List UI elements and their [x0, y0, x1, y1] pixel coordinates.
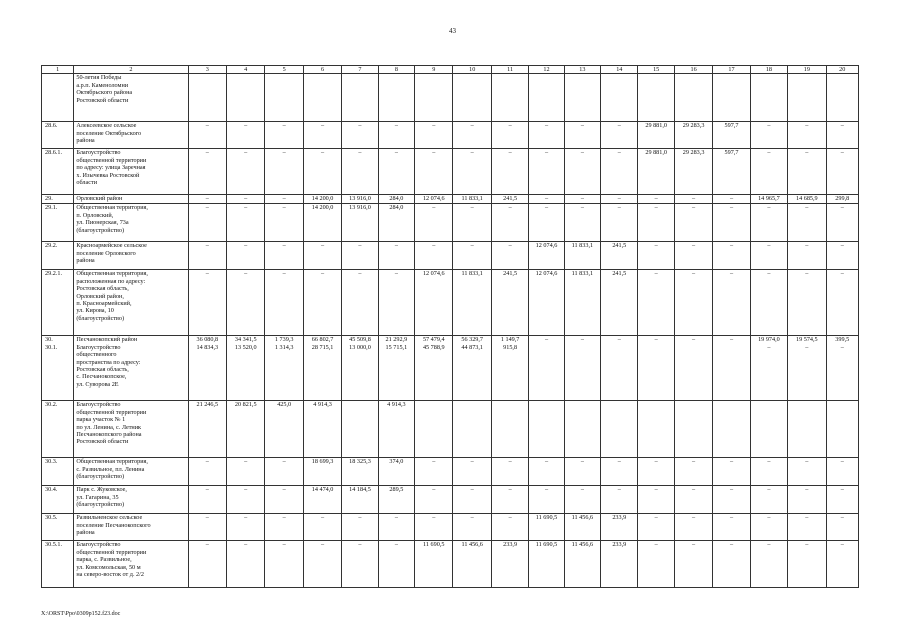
value-cell: –: [788, 541, 826, 588]
row-index-cell: 30.4.: [42, 486, 74, 514]
value-cell: –: [674, 514, 712, 541]
value-cell: –: [303, 541, 341, 588]
value-cell: 57 479,4 45 788,9: [415, 336, 453, 401]
value-cell: 11 833,1: [564, 270, 600, 336]
value-cell: [638, 401, 674, 458]
value-cell: –: [788, 122, 826, 149]
value-cell: [491, 74, 528, 122]
column-number-12: 12: [529, 66, 564, 74]
row-index-cell: 30. 30.1.: [42, 336, 74, 401]
value-cell: –: [265, 242, 303, 270]
value-cell: –: [638, 514, 674, 541]
value-cell: –: [453, 149, 491, 195]
value-cell: 4 914,3: [378, 401, 414, 458]
value-cell: 11 833,1: [453, 270, 491, 336]
value-cell: –: [491, 242, 528, 270]
value-cell: –: [227, 195, 265, 204]
value-cell: [342, 401, 378, 458]
value-cell: –: [826, 486, 858, 514]
value-cell: 29 881,0: [638, 122, 674, 149]
value-cell: –: [674, 458, 712, 486]
value-cell: –: [788, 149, 826, 195]
value-cell: –: [638, 270, 674, 336]
value-cell: [601, 401, 638, 458]
value-cell: –: [674, 541, 712, 588]
value-cell: –: [491, 149, 528, 195]
value-cell: 29 881,0: [638, 149, 674, 195]
column-number-3: 3: [188, 66, 226, 74]
column-number-19: 19: [788, 66, 826, 74]
value-cell: 29 283,3: [674, 149, 712, 195]
value-cell: –: [674, 486, 712, 514]
value-cell: 66 802,7 28 715,1: [303, 336, 341, 401]
value-cell: –: [453, 242, 491, 270]
value-cell: –: [378, 122, 414, 149]
row-name-cell: Орловский район: [74, 195, 188, 204]
value-cell: 399,5 –: [826, 336, 858, 401]
value-cell: –: [529, 204, 564, 242]
value-cell: –: [491, 122, 528, 149]
column-number-20: 20: [826, 66, 858, 74]
value-cell: –: [378, 242, 414, 270]
value-cell: –: [227, 149, 265, 195]
footer-file-path: X:\ORST\Ppo\0309p152.f23.doc: [41, 611, 121, 617]
column-number-18: 18: [750, 66, 787, 74]
value-cell: –: [750, 270, 787, 336]
column-number-11: 11: [491, 66, 528, 74]
row-name-cell: Общественная территория, с. Развильное, пл. Ленина (благоустройство): [74, 458, 188, 486]
value-cell: 299,8: [826, 195, 858, 204]
row-name-cell: Благоустройство общественной территории парка участок № 1 по ул. Ленина, с. Летник Песчанокопского района Ростовской области: [74, 401, 188, 458]
value-cell: [415, 401, 453, 458]
value-cell: 241,5: [491, 270, 528, 336]
value-cell: –: [788, 270, 826, 336]
row-name-cell: Красноармейское сельское поселение Орловского района: [74, 242, 188, 270]
value-cell: –: [713, 204, 750, 242]
value-cell: –: [227, 541, 265, 588]
value-cell: [713, 401, 750, 458]
column-number-17: 17: [713, 66, 750, 74]
value-cell: –: [750, 122, 787, 149]
value-cell: –: [227, 204, 265, 242]
value-cell: [788, 74, 826, 122]
value-cell: 11 456,6: [453, 541, 491, 588]
value-cell: 21 292,9 15 715,1: [378, 336, 414, 401]
value-cell: –: [529, 458, 564, 486]
value-cell: –: [265, 122, 303, 149]
value-cell: 34 341,5 13 520,0: [227, 336, 265, 401]
value-cell: –: [788, 242, 826, 270]
value-cell: 14 200,0: [303, 204, 341, 242]
row-index-cell: 30.2.: [42, 401, 74, 458]
value-cell: 14 965,7: [750, 195, 787, 204]
value-cell: –: [750, 458, 787, 486]
value-cell: –: [788, 204, 826, 242]
value-cell: 13 916,0: [342, 195, 378, 204]
table-row: [42, 270, 859, 336]
value-cell: –: [750, 204, 787, 242]
value-cell: –: [415, 514, 453, 541]
value-cell: –: [227, 270, 265, 336]
value-cell: 11 690,5: [529, 514, 564, 541]
value-cell: –: [491, 514, 528, 541]
value-cell: [415, 74, 453, 122]
value-cell: –: [529, 195, 564, 204]
value-cell: –: [303, 514, 341, 541]
value-cell: –: [303, 270, 341, 336]
value-cell: 597,7: [713, 149, 750, 195]
column-number-2: 2: [74, 66, 188, 74]
value-cell: –: [529, 336, 564, 401]
value-cell: [303, 74, 341, 122]
value-cell: –: [188, 486, 226, 514]
value-cell: [453, 401, 491, 458]
budget-table: [41, 65, 859, 588]
value-cell: –: [601, 458, 638, 486]
value-cell: –: [342, 242, 378, 270]
value-cell: –: [601, 336, 638, 401]
value-cell: 18 325,3: [342, 458, 378, 486]
value-cell: –: [713, 242, 750, 270]
value-cell: –: [638, 486, 674, 514]
value-cell: –: [826, 204, 858, 242]
row-name-cell: Развильненское сельское поселение Песчанокопского района: [74, 514, 188, 541]
value-cell: –: [378, 514, 414, 541]
value-cell: –: [265, 149, 303, 195]
value-cell: –: [713, 195, 750, 204]
value-cell: [674, 401, 712, 458]
value-cell: –: [227, 122, 265, 149]
value-cell: –: [378, 149, 414, 195]
value-cell: –: [491, 204, 528, 242]
value-cell: [750, 74, 787, 122]
value-cell: –: [415, 458, 453, 486]
value-cell: [826, 74, 858, 122]
value-cell: [826, 401, 858, 458]
value-cell: –: [826, 514, 858, 541]
value-cell: –: [188, 270, 226, 336]
value-cell: 1 149,7 915,8: [491, 336, 528, 401]
value-cell: –: [342, 541, 378, 588]
value-cell: [713, 74, 750, 122]
value-cell: 21 246,5: [188, 401, 226, 458]
value-cell: –: [713, 486, 750, 514]
value-cell: –: [564, 122, 600, 149]
value-cell: –: [188, 195, 226, 204]
row-index-cell: 30.3.: [42, 458, 74, 486]
value-cell: –: [564, 336, 600, 401]
value-cell: [674, 74, 712, 122]
row-index-cell: 30.5.1.: [42, 541, 74, 588]
value-cell: 11 833,1: [564, 242, 600, 270]
value-cell: –: [601, 204, 638, 242]
value-cell: –: [342, 514, 378, 541]
value-cell: –: [491, 486, 528, 514]
value-cell: –: [750, 242, 787, 270]
value-cell: –: [564, 149, 600, 195]
table-row: [42, 204, 859, 242]
value-cell: –: [227, 486, 265, 514]
value-cell: –: [826, 541, 858, 588]
value-cell: [378, 74, 414, 122]
value-cell: 12 074,6: [529, 270, 564, 336]
value-cell: –: [453, 458, 491, 486]
value-cell: –: [188, 458, 226, 486]
row-name-cell: Общественная территория, п. Орловский, ул. Пионерская, 73а (благоустройство): [74, 204, 188, 242]
value-cell: –: [265, 541, 303, 588]
row-index-cell: 28.6.1.: [42, 149, 74, 195]
value-cell: –: [788, 486, 826, 514]
value-cell: [564, 74, 600, 122]
table-row: [42, 458, 859, 486]
value-cell: –: [415, 122, 453, 149]
value-cell: –: [601, 149, 638, 195]
value-cell: –: [674, 336, 712, 401]
value-cell: –: [826, 270, 858, 336]
value-cell: 241,5: [601, 242, 638, 270]
column-number-14: 14: [601, 66, 638, 74]
value-cell: [342, 74, 378, 122]
value-cell: –: [227, 514, 265, 541]
value-cell: –: [601, 486, 638, 514]
value-cell: –: [713, 336, 750, 401]
column-number-row: [42, 66, 859, 74]
value-cell: –: [750, 541, 787, 588]
row-index-cell: 30.5.: [42, 514, 74, 541]
value-cell: 56 329,7 44 873,1: [453, 336, 491, 401]
value-cell: –: [564, 204, 600, 242]
value-cell: –: [303, 242, 341, 270]
column-number-7: 7: [342, 66, 378, 74]
column-number-1: 1: [42, 66, 74, 74]
value-cell: –: [601, 122, 638, 149]
value-cell: –: [378, 270, 414, 336]
value-cell: –: [750, 514, 787, 541]
value-cell: –: [788, 514, 826, 541]
row-index-cell: 29.2.1.: [42, 270, 74, 336]
value-cell: –: [638, 204, 674, 242]
value-cell: –: [713, 514, 750, 541]
value-cell: –: [415, 242, 453, 270]
value-cell: –: [453, 514, 491, 541]
value-cell: –: [529, 149, 564, 195]
value-cell: –: [303, 149, 341, 195]
column-number-10: 10: [453, 66, 491, 74]
column-number-6: 6: [303, 66, 341, 74]
table-row: [42, 541, 859, 588]
value-cell: 597,7: [713, 122, 750, 149]
value-cell: 19 974,0 –: [750, 336, 787, 401]
table-row: [42, 149, 859, 195]
value-cell: –: [415, 149, 453, 195]
value-cell: [788, 401, 826, 458]
value-cell: [564, 401, 600, 458]
value-cell: –: [265, 486, 303, 514]
table-row: [42, 336, 859, 401]
table-row: [42, 74, 859, 122]
table-row: [42, 486, 859, 514]
value-cell: [601, 74, 638, 122]
value-cell: [265, 74, 303, 122]
value-cell: –: [788, 458, 826, 486]
value-cell: –: [674, 195, 712, 204]
table-row: [42, 195, 859, 204]
value-cell: [491, 401, 528, 458]
table-row: [42, 242, 859, 270]
value-cell: 233,9: [601, 541, 638, 588]
value-cell: –: [638, 195, 674, 204]
value-cell: 19 574,5 –: [788, 336, 826, 401]
value-cell: [638, 74, 674, 122]
value-cell: –: [713, 270, 750, 336]
value-cell: –: [227, 458, 265, 486]
value-cell: –: [638, 242, 674, 270]
value-cell: –: [638, 541, 674, 588]
value-cell: 11 456,6: [564, 514, 600, 541]
row-index-cell: [42, 74, 74, 122]
value-cell: 36 080,8 14 834,3: [188, 336, 226, 401]
value-cell: –: [303, 122, 341, 149]
value-cell: 14 685,9: [788, 195, 826, 204]
page-number: 43: [449, 27, 456, 35]
value-cell: 12 074,6: [415, 195, 453, 204]
value-cell: [529, 401, 564, 458]
value-cell: [529, 74, 564, 122]
value-cell: –: [188, 514, 226, 541]
table-row: [42, 122, 859, 149]
value-cell: –: [750, 149, 787, 195]
value-cell: –: [564, 195, 600, 204]
value-cell: 11 833,1: [453, 195, 491, 204]
value-cell: –: [265, 514, 303, 541]
value-cell: [188, 74, 226, 122]
value-cell: –: [601, 195, 638, 204]
value-cell: –: [342, 270, 378, 336]
value-cell: 14 184,5: [342, 486, 378, 514]
value-cell: –: [188, 204, 226, 242]
value-cell: –: [188, 122, 226, 149]
row-name-cell: Парк с. Жуковское, ул. Гагарина, 35 (благоустройство): [74, 486, 188, 514]
value-cell: –: [826, 122, 858, 149]
value-cell: –: [638, 458, 674, 486]
value-cell: [227, 74, 265, 122]
row-index-cell: 28.6.: [42, 122, 74, 149]
value-cell: –: [750, 486, 787, 514]
value-cell: [453, 74, 491, 122]
value-cell: 241,5: [601, 270, 638, 336]
value-cell: –: [674, 242, 712, 270]
value-cell: –: [265, 458, 303, 486]
value-cell: 45 509,8 13 000,0: [342, 336, 378, 401]
value-cell: 18 699,3: [303, 458, 341, 486]
value-cell: 233,9: [601, 514, 638, 541]
column-number-9: 9: [415, 66, 453, 74]
value-cell: –: [265, 270, 303, 336]
row-name-cell: Алексеевское сельское поселение Октябрьского района: [74, 122, 188, 149]
value-cell: –: [265, 204, 303, 242]
column-number-13: 13: [564, 66, 600, 74]
value-cell: 425,0: [265, 401, 303, 458]
value-cell: –: [265, 195, 303, 204]
column-number-5: 5: [265, 66, 303, 74]
value-cell: –: [674, 204, 712, 242]
value-cell: –: [378, 541, 414, 588]
value-cell: –: [529, 486, 564, 514]
row-name-cell: Благоустройство общественной территории по адресу: улица Заречная х. Изычевка Ростовской области: [74, 149, 188, 195]
value-cell: 4 914,3: [303, 401, 341, 458]
value-cell: 11 690,5: [415, 541, 453, 588]
table-row: [42, 401, 859, 458]
value-cell: –: [342, 122, 378, 149]
value-cell: –: [826, 242, 858, 270]
value-cell: 374,0: [378, 458, 414, 486]
value-cell: 233,9: [491, 541, 528, 588]
value-cell: –: [713, 458, 750, 486]
value-cell: –: [564, 486, 600, 514]
value-cell: –: [453, 486, 491, 514]
column-number-15: 15: [638, 66, 674, 74]
value-cell: [750, 401, 787, 458]
value-cell: 284,0: [378, 195, 414, 204]
value-cell: 241,5: [491, 195, 528, 204]
value-cell: 20 821,5: [227, 401, 265, 458]
value-cell: –: [638, 336, 674, 401]
value-cell: –: [453, 204, 491, 242]
value-cell: 12 074,6: [529, 242, 564, 270]
value-cell: –: [491, 458, 528, 486]
value-cell: 284,0: [378, 204, 414, 242]
row-name-cell: Песчанокопский район Благоустройство общественного пространства по адресу: Ростовская область, с. Песчанокопское, ул. Суворова 2Е: [74, 336, 188, 401]
value-cell: –: [415, 204, 453, 242]
row-index-cell: 29.2.: [42, 242, 74, 270]
row-index-cell: 29.1.: [42, 204, 74, 242]
table-row: [42, 514, 859, 541]
value-cell: 14 474,0: [303, 486, 341, 514]
value-cell: 29 283,3: [674, 122, 712, 149]
value-cell: 13 916,0: [342, 204, 378, 242]
value-cell: –: [826, 149, 858, 195]
value-cell: –: [227, 242, 265, 270]
value-cell: –: [674, 270, 712, 336]
value-cell: 14 200,0: [303, 195, 341, 204]
row-name-cell: Общественная территория, расположенная по адресу: Ростовская область, Орловский район, п. Красноармейский, ул. Кирова, 10 (благоустройство): [74, 270, 188, 336]
value-cell: –: [529, 122, 564, 149]
value-cell: –: [188, 242, 226, 270]
column-number-16: 16: [674, 66, 712, 74]
value-cell: 289,5: [378, 486, 414, 514]
value-cell: –: [826, 458, 858, 486]
value-cell: –: [564, 458, 600, 486]
value-cell: 12 074,6: [415, 270, 453, 336]
value-cell: –: [453, 122, 491, 149]
row-name-cell: 50-летия Победы а.р.п. Каменоломни Октябрьского района Ростовской области: [74, 74, 188, 122]
value-cell: –: [713, 541, 750, 588]
row-index-cell: 29.: [42, 195, 74, 204]
value-cell: –: [188, 149, 226, 195]
value-cell: 11 456,6: [564, 541, 600, 588]
column-number-4: 4: [227, 66, 265, 74]
value-cell: –: [188, 541, 226, 588]
value-cell: –: [342, 149, 378, 195]
row-name-cell: Благоустройство общественной территории парка, с. Развильное, ул. Комсомольская, 50 м на северо-восток от д. 2/2: [74, 541, 188, 588]
value-cell: 11 690,5: [529, 541, 564, 588]
value-cell: –: [415, 486, 453, 514]
value-cell: 1 739,3 1 314,3: [265, 336, 303, 401]
column-number-8: 8: [378, 66, 414, 74]
